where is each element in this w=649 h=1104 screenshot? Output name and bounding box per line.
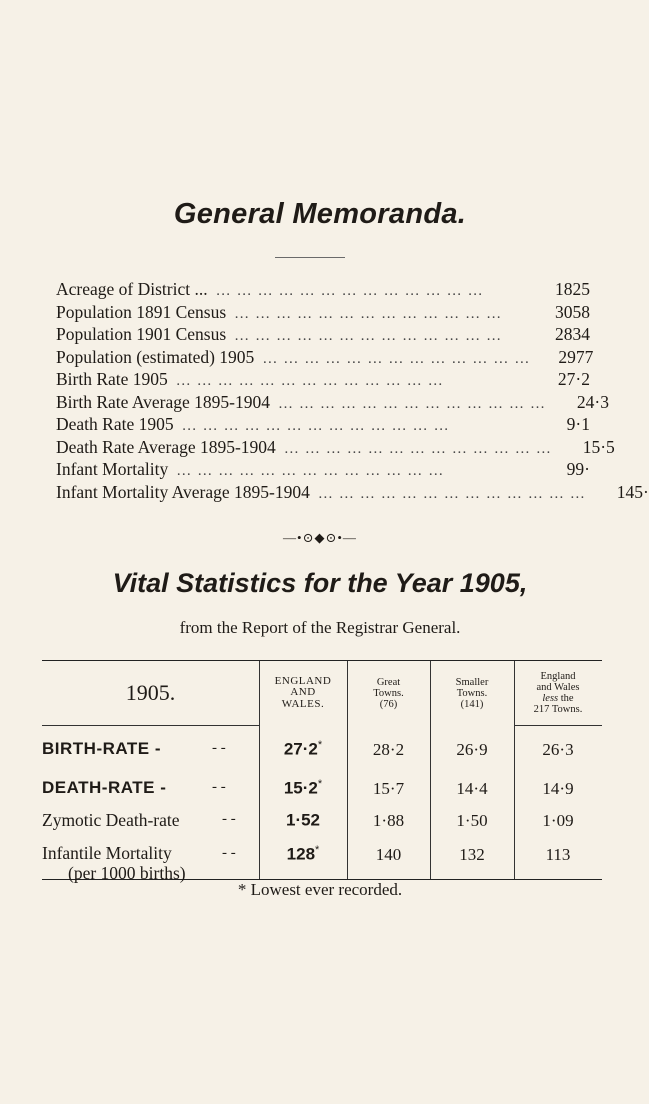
less-header-italic: less — [542, 693, 559, 704]
header-rule — [514, 725, 602, 726]
header-england — [259, 661, 347, 725]
leader-dots: ………………………………… — [176, 463, 450, 479]
memo-row — [56, 323, 590, 346]
memo-value: 15·5 — [582, 436, 615, 457]
england-value: 15·2 — [283, 778, 318, 798]
header-rule — [42, 725, 259, 726]
memoranda-list — [56, 278, 649, 503]
memo-row — [56, 481, 649, 504]
memo-label: Infant Mortality — [56, 459, 169, 479]
footnote: * Lowest ever recorded. — [237, 880, 403, 899]
smaller-towns-header-label: Smaller Towns. (141) — [455, 676, 489, 710]
memo-row — [56, 278, 590, 301]
memo-value: 24·3 — [576, 391, 609, 412]
asterisk-mark: * — [317, 739, 323, 751]
leader-dots: ………………………………… — [283, 440, 557, 457]
memo-label: Population (estimated) 1905 — [56, 346, 255, 367]
less-header-post: the 217 Towns. — [533, 693, 583, 715]
memo-label: Infant Mortality Average 1895-1904 — [56, 481, 310, 502]
leader-dots: ………………………………… — [278, 395, 551, 412]
leader-dots: ………………………………… — [234, 328, 508, 344]
row-label-death-rate: DEATH-RATE - — [42, 778, 167, 797]
cell-smaller-towns: 132 — [459, 845, 485, 864]
cell-less-towns: 1·09 — [542, 811, 574, 830]
memo-row — [56, 436, 615, 459]
memo-label: Acreage of District ... — [56, 279, 208, 299]
cell-great-towns: 1·88 — [372, 811, 405, 830]
cell-smaller-towns: 1·50 — [456, 811, 488, 830]
england-header-label: ENGLAND AND WALES. — [274, 674, 332, 710]
cell-great-towns: 28·2 — [372, 740, 405, 759]
less-towns-header-label — [534, 671, 583, 715]
memo-row — [56, 346, 594, 369]
asterisk-mark: * — [315, 844, 320, 856]
header-less-towns — [514, 661, 602, 725]
title-divider — [275, 257, 345, 258]
memo-row — [56, 391, 609, 414]
england-value: 128 — [286, 844, 316, 864]
leader-dots: ………………………………… — [234, 305, 508, 322]
memo-value: 1825 — [555, 279, 590, 299]
row-dashes: - - — [222, 845, 236, 861]
cell-england — [259, 810, 347, 831]
memo-label: Birth Rate Average 1895-1904 — [56, 391, 270, 412]
cell-england — [259, 778, 347, 799]
asterisk-mark: * — [317, 778, 323, 790]
infantile-label: Infantile Mortality — [42, 843, 172, 863]
cell-less-towns: 14·9 — [542, 779, 574, 798]
memoranda-title: General Memoranda. — [173, 198, 467, 230]
infantile-sublabel: (per 1000 births) — [68, 863, 186, 883]
memo-value: 9·1 — [566, 414, 590, 434]
vital-statistics-table — [42, 660, 602, 883]
cell-great-towns: 15·7 — [372, 779, 405, 798]
cell-smaller-towns: 14·4 — [456, 779, 488, 798]
memo-label: Birth Rate 1905 — [56, 369, 168, 389]
memo-label: Death Rate Average 1895-1904 — [56, 436, 276, 457]
england-value: 1·52 — [285, 810, 321, 830]
memo-row — [56, 301, 590, 324]
memo-label: Death Rate 1905 — [56, 414, 174, 434]
cell-great-towns: 140 — [375, 845, 402, 864]
leader-dots: ………………………………… — [215, 283, 489, 299]
memo-value: 145· — [616, 481, 649, 502]
memo-value: 2834 — [555, 324, 590, 344]
vital-statistics-title: Vital Statistics for the Year 1905, — [112, 568, 528, 598]
row-dashes: - - — [222, 811, 236, 827]
leader-dots: ………………………………… — [175, 373, 449, 389]
header-year — [42, 661, 259, 725]
header-smaller-towns — [430, 661, 514, 725]
row-dashes: - - — [212, 740, 226, 756]
memo-value: 2977 — [558, 346, 594, 367]
cell-less-towns: 113 — [545, 845, 571, 864]
row-label-birth-rate: BIRTH-RATE - — [42, 739, 161, 758]
memo-row — [56, 458, 590, 481]
memo-value: 99· — [566, 459, 590, 479]
source-note: from the Report of the Registrar General. — [179, 618, 461, 637]
less-header-pre: England and Wales — [536, 671, 580, 693]
memo-row — [56, 413, 590, 436]
memo-label: Population 1901 Census — [56, 324, 227, 344]
memo-row — [56, 368, 590, 391]
memo-value: 27·2 — [557, 369, 590, 389]
england-value: 27·2 — [283, 739, 318, 759]
year-label: 1905. — [125, 680, 176, 705]
header-great-towns — [347, 661, 430, 725]
leader-dots: ………………………………… — [181, 418, 455, 434]
leader-dots: ………………………………… — [317, 485, 591, 502]
memo-label: Population 1891 Census — [56, 301, 227, 322]
cell-smaller-towns: 26·9 — [456, 740, 488, 759]
great-towns-header-label: Great Towns. (76) — [373, 676, 404, 710]
cell-england — [259, 844, 347, 865]
ornament-divider: —•⊙◆⊙•— — [283, 530, 357, 545]
row-dashes: - - — [212, 779, 226, 795]
memo-value: 3058 — [555, 301, 590, 322]
row-label-zymotic: Zymotic Death-rate — [42, 810, 180, 830]
cell-england — [259, 739, 347, 760]
cell-less-towns: 26·3 — [542, 740, 574, 759]
leader-dots: ………………………………… — [262, 350, 536, 367]
